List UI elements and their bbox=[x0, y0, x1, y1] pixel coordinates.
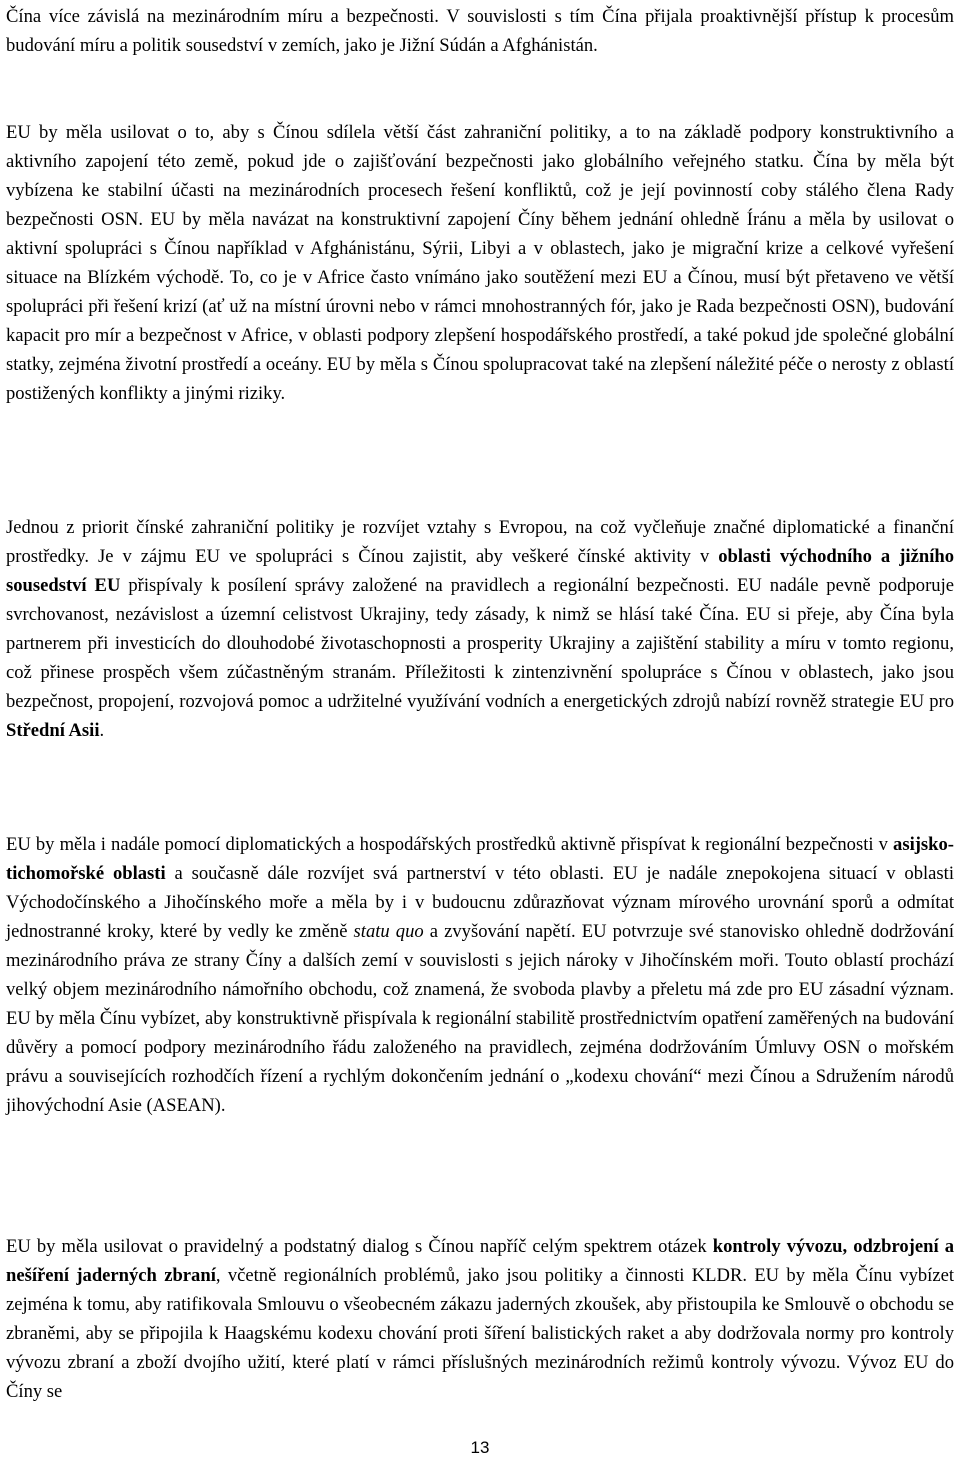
text-run: Jednou z priorit čínské zahraniční politiky je rozvíjet vztahy s Evropou, na což vyčleňuje značné diplomatické a finanční prostředky. Je v zájmu EU ve spolupráci s Čínou zajistit, aby veškeré čínské aktivity v bbox=[6, 517, 954, 567]
paragraph-2 bbox=[6, 513, 954, 745]
italic-term-status-quo: statu quo bbox=[353, 921, 424, 942]
bold-term-asia-pacific: asijsko-tichomořské oblasti bbox=[6, 834, 954, 884]
paragraph-1: EU by měla usilovat o to, aby s Čínou sdílela větší část zahraniční politiky, a to na základě podpory konstruktivního a aktivního zapojení této země, pokud jde o zajišťování bezpečnosti jako globálního veřejného statku. Čína by měla být vybízena ke stabilní účasti na mezinárodních procesech řešení konfliktů, což je její povinností coby stálého člena Rady bezpečnosti OSN. EU by měla navázat na konstruktivní zapojení Číny během jednání ohledně Íránu a měla by usilovat o aktivní spolupráci s Čínou například v Afghánistánu, Sýrii, Libyi a v oblastech, jako je migrační krize a celkové vyřešení situace na Blízkém východě. To, co je v Africe často vnímáno jako soutěžení mezi EU a Čínou, musí být přetaveno ve větší spolupráci při řešení krizí (ať už na místní úrovni nebo v rámci mnohostranných fór, jako je Rada bezpečnosti OSN), budování kapacit pro mír a bezpečnost v Africe, v oblasti podpory zlepšení hospodářského prostředí, a také pokud jde společné globální statky, zejména životní prostředí a oceány. EU by měla s Čínou spolupracovat také na zlepšení náležité péče o nerosty z oblastí postižených konflikty a jinými riziky. bbox=[6, 122, 954, 404]
page-number: 13 bbox=[470, 1438, 490, 1457]
bold-term-export-control: kontroly vývozu, odzbrojení a nešíření jaderných zbraní bbox=[6, 1236, 955, 1286]
text-run: a současně dále rozvíjet svá partnerství v této oblasti. EU je nadále znepokojena situací v oblasti Východočínského a Jihočínského moře a měla by i v budoucnu zdůrazňovat význam mírového urovnání sporů a odmítat jednostranné kroky, které by vedly ke změně bbox=[6, 863, 954, 942]
text-run: přispívaly k posílení správy založené na pravidlech a regionální bezpečnosti. EU nadále pevně podporuje svrchovanost, nezávislost a územní celistvost Ukrajiny, tedy zásady, k nimž se hlásí také Čína. EU si přeje, aby Čína byla partnerem při investicích do dlouhodobé životaschopnosti a prosperity Ukrajiny a zajištění stability a míru v tomto regionu, což přinese prospěch všem zúčastněným stranám. Příležitosti k zintenzivnění spolupráce s Čínou v oblastech, jako jsou bezpečnost, propojení, rozvojová pomoc a udržitelné využívání vodních a energetických zdrojů nabízí rovněž strategie EU pro bbox=[6, 575, 955, 712]
text-run: EU by měla i nadále pomocí diplomatických a hospodářských prostředků aktivně přispívat k regionální bezpečnosti v bbox=[6, 834, 894, 855]
text-run: , včetně regionálních problémů, jako jsou politiky a činnosti KLDR. EU by měla Čínu vybízet zejména k tomu, aby ratifikovala Smlouvu o všeobecném zákazu jaderných zkoušek, aby přistoupila ke Smlouvě o obchodu se zbraněmi, aby se připojila k Haagskému kodexu chování proti šíření balistických raket a aby dodržovala normy pro kontroly vývozu zbraní a zboží dvojího užití, které platí v rámci příslušných mezinárodních režimů kontroly vývozu. Vývoz EU do Číny se bbox=[6, 1265, 954, 1402]
text-run: . bbox=[99, 720, 105, 741]
bold-term-neighbourhood: oblasti východního a jižního sousedství EU bbox=[6, 546, 954, 596]
paragraph-4 bbox=[6, 1232, 954, 1406]
text-run: EU by měla usilovat o pravidelný a podstatný dialog s Čínou napříč celým spektrem otázek bbox=[6, 1236, 713, 1257]
paragraph-0: Čína více závislá na mezinárodním míru a bezpečnosti. V souvislosti s tím Čína přijala proaktivnější přístup k procesům budování míru a politik sousedství v zemích, jako je Jižní Súdán a Afghánistán. bbox=[6, 6, 954, 56]
paragraph-3 bbox=[6, 830, 954, 1120]
text-run: a zvyšování napětí. EU potvrzuje své stanovisko ohledně dodržování mezinárodního práva ze strany Číny a dalších zemí v souvislosti s jejich nároky v Jihočínském moři. Touto oblastí prochází velký objem mezinárodního námořního obchodu, což znamená, že svoboda plavby a přeletu má zde pro EU zásadní význam. EU by měla Čínu vybízet, aby konstruktivně přispívala k regionální stabilitě prostřednictvím opatření zaměřených na budování důvěry a pomocí podpory mezinárodního řádu založeného na pravidlech, zejména dodržováním Úmluvy OSN o mořském právu a souvisejících rozhodčích řízení a rychlým dokončením jednání o „kodexu chování“ mezi Čínou a Sdružením národů jihovýchodní Asie (ASEAN). bbox=[6, 921, 954, 1116]
bold-term-central-asia: Střední Asii bbox=[6, 720, 100, 741]
